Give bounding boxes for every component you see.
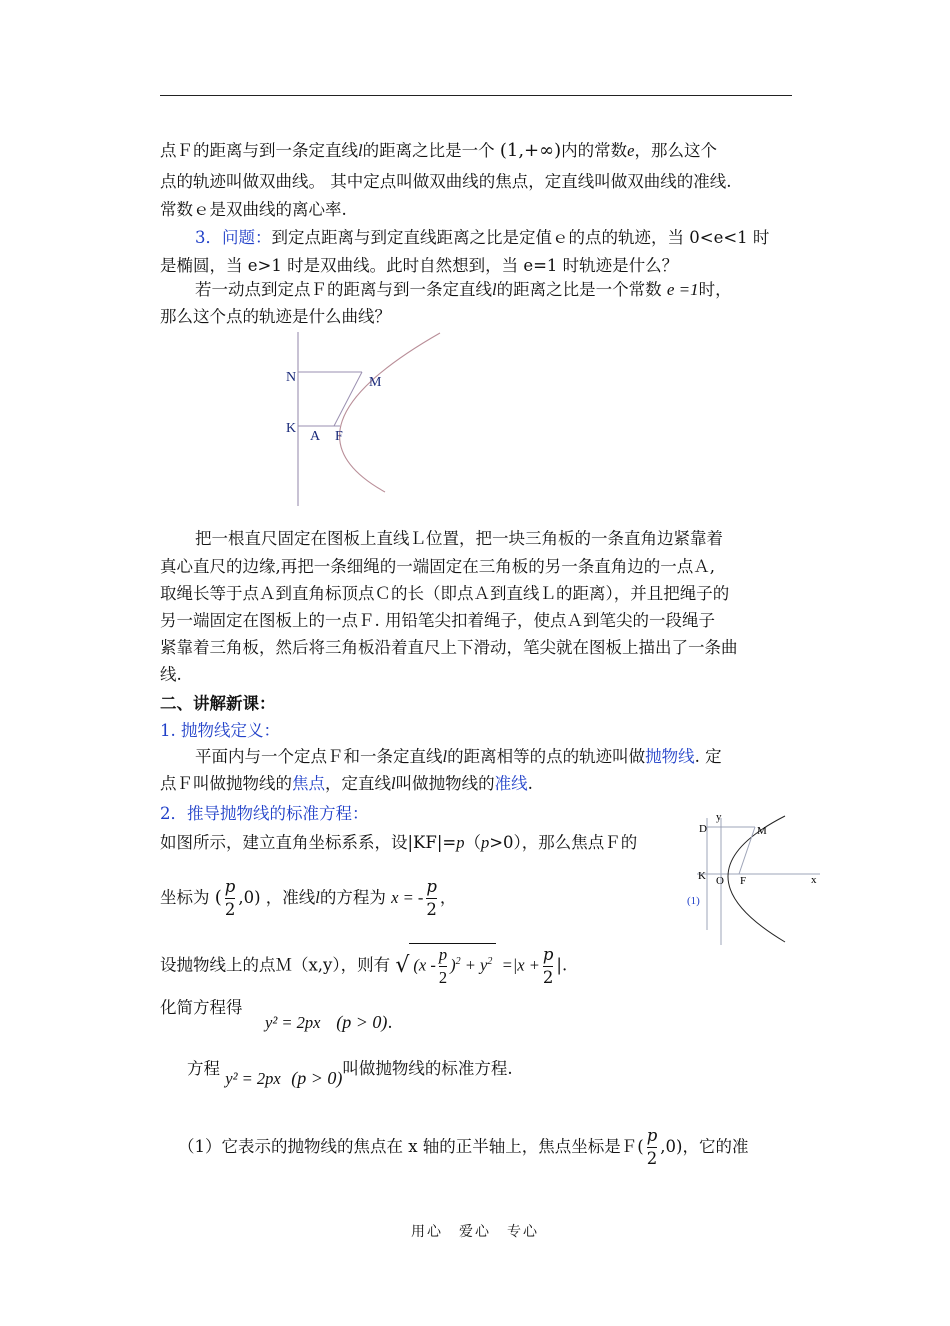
q3-line1: 3．问题：到定点距离与到定直线距离之比是定值ｅ的点的轨迹，当 0<e<1 时	[195, 228, 770, 247]
derive-line2: 坐标为 ( $\frac{p}{2}$ ,0) ，准线l的方程为 x = - $\frac{p}{2}$ ，	[160, 877, 457, 919]
derive-line1: 如图所示，建立直角坐标系系，设|KF|=p（p>0），那么焦点Ｆ的	[160, 833, 638, 852]
para2-line3: 取绳长等于点Ａ到直角标顶点Ｃ的长（即点Ａ到直线Ｌ的距离），并且把绳子的	[160, 584, 730, 603]
svg-text:M: M	[757, 825, 767, 837]
svg-text:D: D	[699, 823, 707, 835]
definition-line1: 平面内与一个定点Ｆ和一条定直线l的距离相等的点的轨迹叫做抛物线. 定	[195, 747, 722, 766]
derive-line3: 设抛物线上的点Ｍ（x,y），则有 √ (x - $\frac{p}{2}$ )$^2 + y^2 =|x$ + $\frac{p}{2}$ |.	[160, 944, 568, 987]
svg-text:(1): (1)	[687, 895, 700, 907]
simplify-label: 化简方程得	[160, 998, 243, 1017]
para2-line4: 另一端固定在图板上的一点Ｆ. 用铅笔尖扣着绳子，使点Ａ到笔尖的一段绳子	[160, 611, 715, 630]
svg-text:F: F	[740, 875, 747, 887]
item-1: （1）它表示的抛物线的焦点在 x 轴的正半轴上，焦点坐标是Ｆ( $\frac{p}{2}$ ,0)，它的准	[178, 1126, 749, 1168]
standard-equation: y² = 2px (p > 0).	[265, 1012, 393, 1032]
q3-line4: 那么这个点的轨迹是什么曲线？	[160, 307, 391, 326]
standard-equation-line: 方程 y² = 2px (p > 0)叫做抛物线的标准方程.	[187, 1059, 513, 1088]
fig1-parabola	[340, 333, 440, 492]
para2-line5: 紧靠着三角板，然后将三角板沿着直尺上下滑动，笔尖就在图板上描出了一条曲	[160, 638, 738, 657]
page-footer: 用心 爱心 专心	[411, 1224, 539, 1240]
definition-title: 1. 抛物线定义：	[160, 721, 280, 740]
svg-text:K: K	[698, 870, 706, 882]
fig1-label-A: A	[310, 429, 321, 444]
svg-text:O: O	[716, 875, 724, 887]
fig1-label-N: N	[286, 370, 297, 385]
fig1-label-F: F	[335, 429, 343, 444]
para1-line1: 点Ｆ的距离与到一条定直线l的距离之比是一个 (1,+∞)内的常数e，那么这个	[160, 140, 717, 161]
derive-title: 2．推导抛物线的标准方程：	[160, 804, 369, 823]
definition-line2: 点Ｆ叫做抛物线的焦点，定直线l叫做抛物线的准线.	[160, 774, 533, 793]
header-rule	[160, 95, 792, 96]
para1-line3: 常数ｅ是双曲线的离心率.	[160, 200, 347, 219]
para2-line2: 真心直尺的边缘,再把一条细绳的一端固定在三角板的另一条直角边的一点Ａ,	[160, 557, 715, 576]
q3-line3: 若一动点到定点Ｆ的距离与到一条定直线l的距离之比是一个常数 e =1时，	[195, 280, 732, 299]
svg-text:x: x	[811, 874, 817, 886]
fig1-label-M: M	[369, 375, 382, 390]
section-heading: 二、讲解新课：	[160, 694, 276, 713]
para1-line2: 点的轨迹叫做双曲线。 其中定点叫做双曲线的焦点，定直线叫做双曲线的准线.	[160, 172, 732, 191]
parabola-figure-1	[280, 330, 450, 510]
svg-text:y: y	[716, 811, 722, 823]
parabola-figure-2	[685, 810, 825, 950]
fig1-label-K: K	[286, 421, 297, 436]
para2-line1: 把一根直尺固定在图板上直线Ｌ位置，把一块三角板的一条直角边紧靠着	[195, 529, 723, 548]
para2-line6: 线.	[160, 665, 182, 684]
q3-line2: 是椭圆，当 e>1 时是双曲线。此时自然想到，当 e=1 时轨迹是什么？	[160, 256, 679, 275]
